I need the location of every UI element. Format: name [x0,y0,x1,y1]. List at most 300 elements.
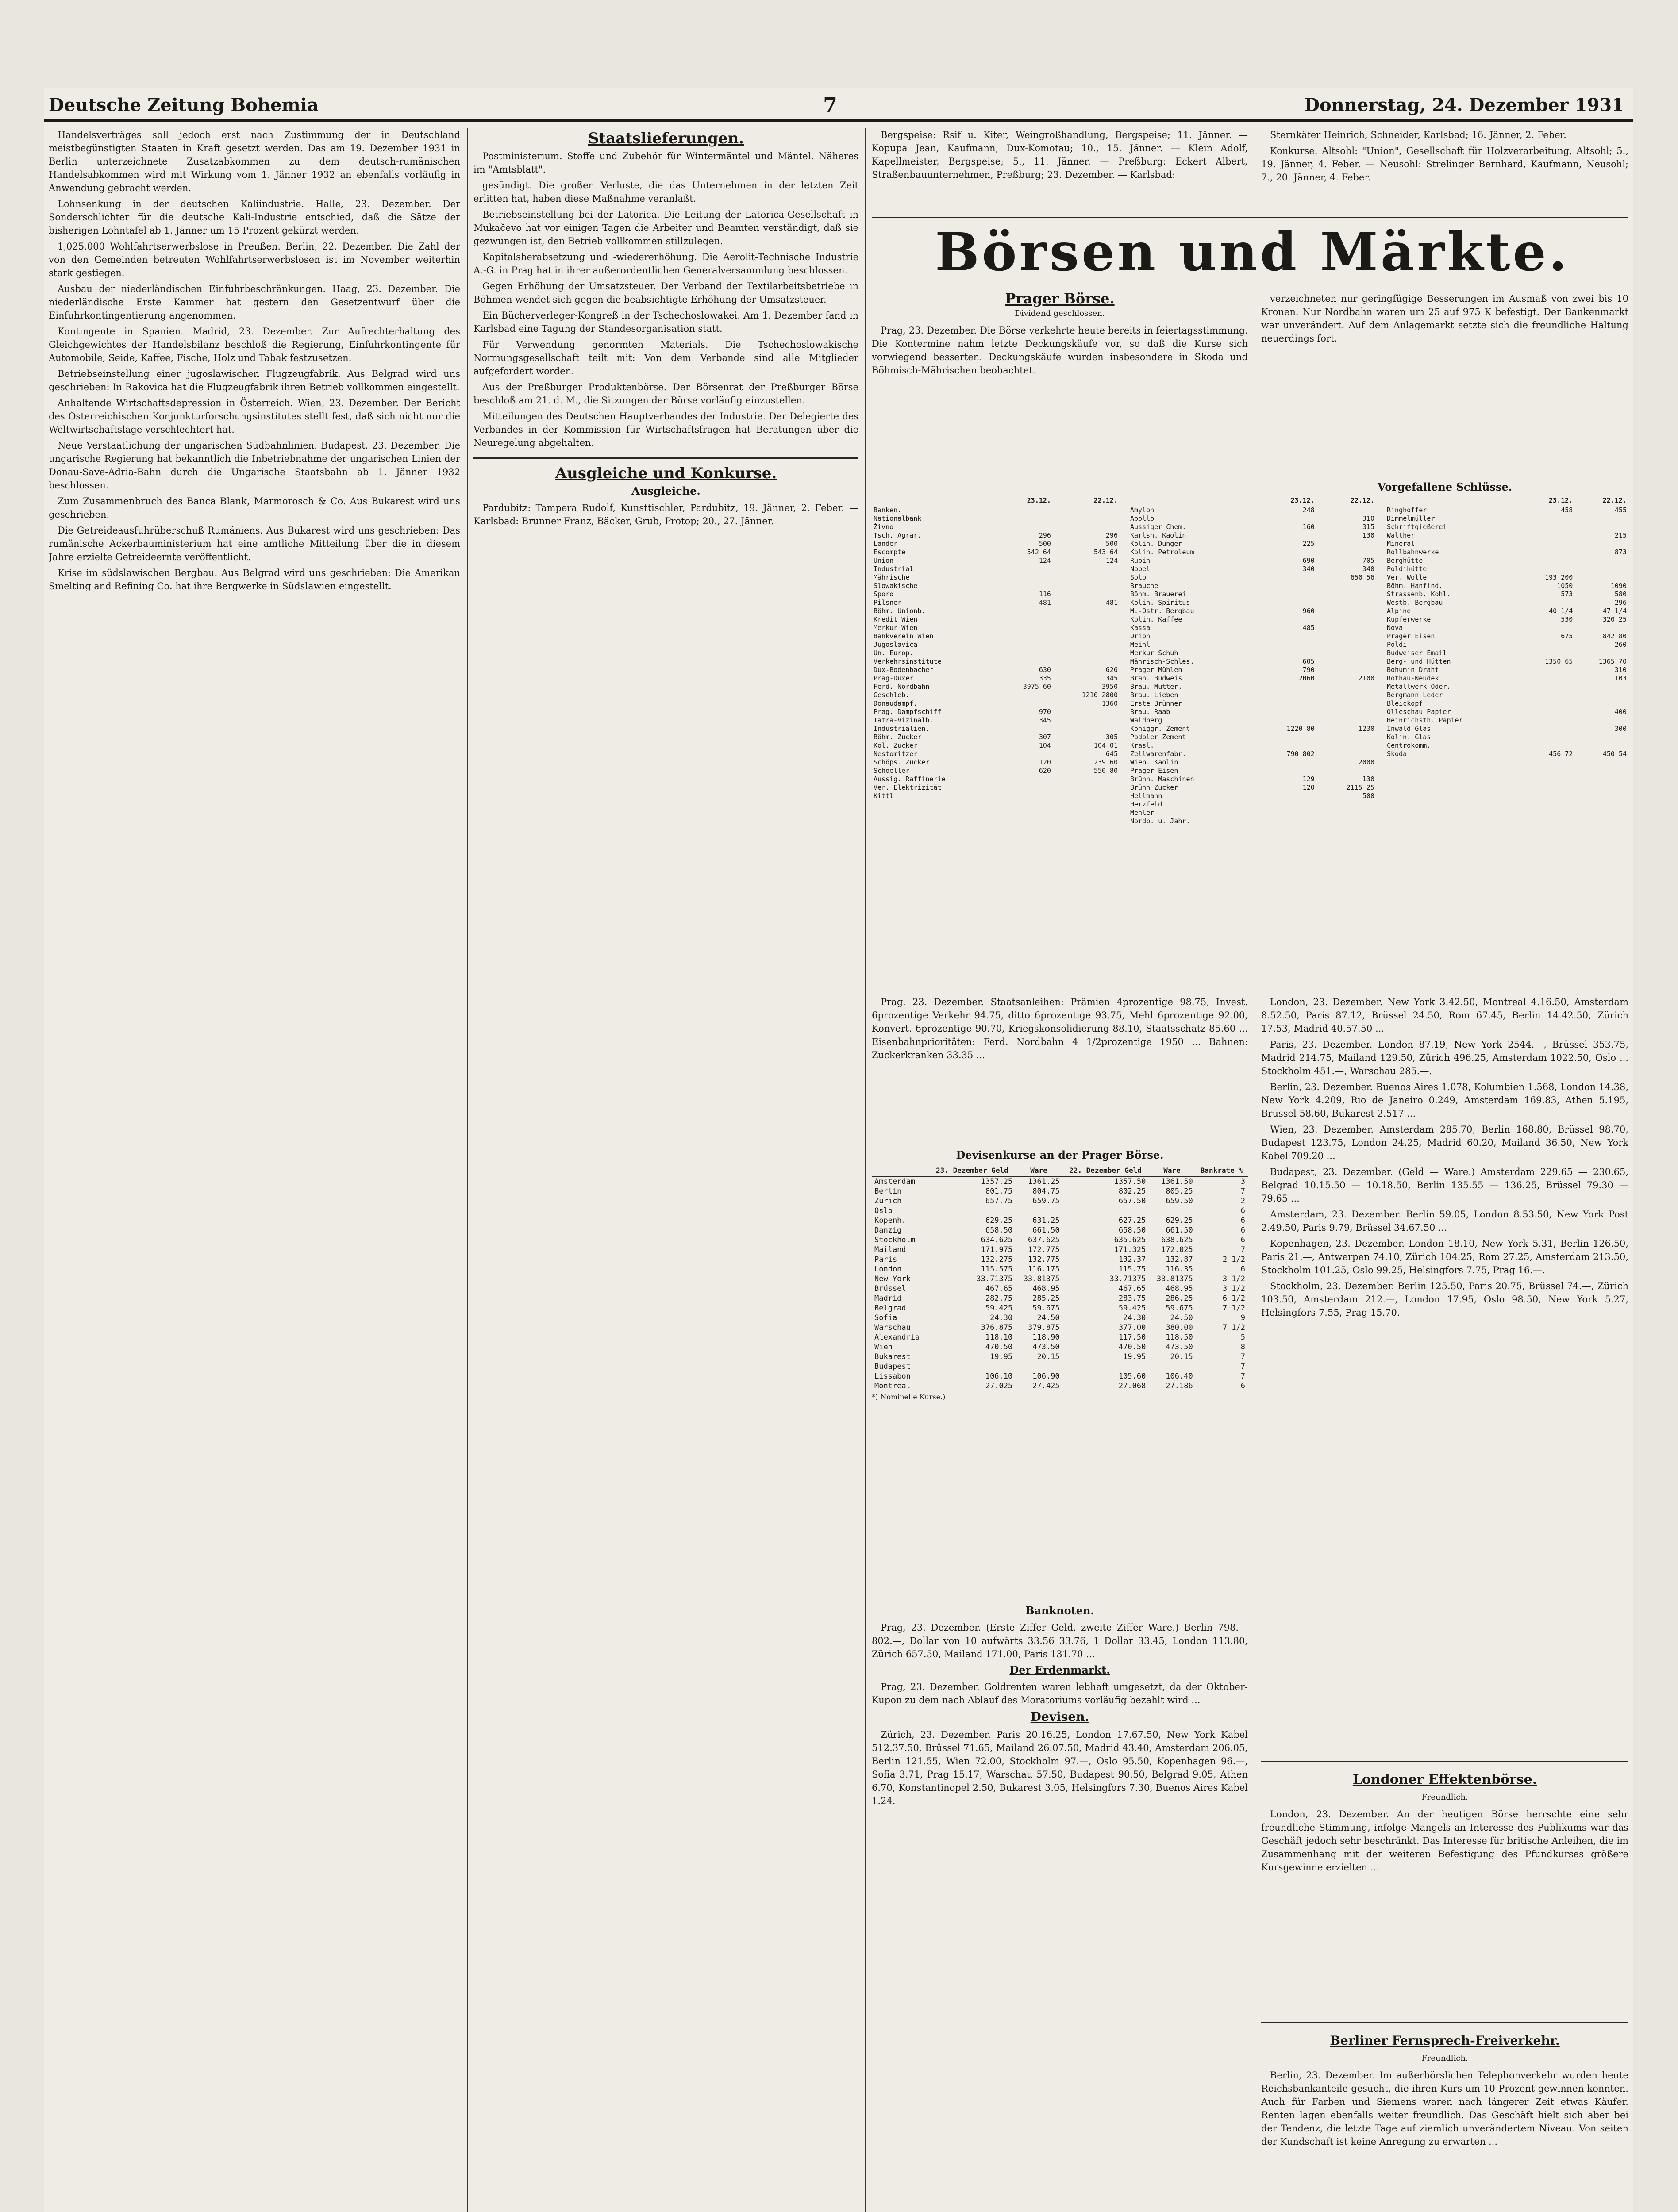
stock-price [1053,725,1120,733]
table-row [872,674,1120,683]
column-header [1385,495,1521,506]
stock-price: 675 [1561,632,1573,640]
rate-value: 9 [1240,1313,1245,1322]
column-header: 22. Dezember Geld [1062,1165,1149,1177]
column-header: 23.12. [1000,495,1053,506]
column-header: 23. Dezember Geld [929,1165,1016,1177]
stock-name: Prager Eisen [1130,767,1178,775]
rate-value: 468.95 [1166,1284,1193,1293]
berlin-heading: Berliner Fernsprech-Freiverkehr. [1330,2033,1560,2048]
rate-value: 3 [1240,1177,1245,1186]
currency-city: Alexandria [874,1333,920,1342]
stock-name: Berghütte [1387,557,1423,565]
stock-price: 1350 65 [1545,657,1573,665]
rate-value: 27.425 [1032,1382,1060,1390]
rate-value: 1357.25 [981,1177,1013,1186]
stock-table-heading: Vorgefallene Schlüsse. [1377,480,1513,493]
table-row [872,716,1120,725]
stock-price [1521,565,1575,573]
stock-name: Ringhoffer [1387,506,1427,514]
stock-price: 340 [1302,565,1315,573]
stock-price [1521,531,1575,540]
stock-price [1316,683,1376,691]
rate-value [1015,1362,1062,1371]
banknotes-section [872,1601,1248,2212]
stock-price [1053,523,1120,531]
rate-value: 172.025 [1161,1245,1193,1254]
stock-price [1257,641,1316,649]
stock-price [1316,691,1376,699]
col1-paragraph: Lohnsenkung in der deutschen Kaliindustrie. Halle, 23. Dezember. Der Sonderschlichter für die deutsche Kali-Industrie entschied, daß die Sätze der bisherigen Lohntafel ab 1. Jänner um 15 Prozent gekürzt werden. [49,199,460,236]
column-header: 22.12. [1316,495,1376,506]
rate-value: 376.875 [981,1323,1013,1332]
stock-name: Živno [874,523,894,531]
stock-price: 1360 [1101,699,1118,707]
table-row [1385,624,1628,632]
stock-price [1000,632,1053,641]
berlin-subheading: Freundlich. [1421,2054,1468,2063]
ausgleiche-heading: Ausgleiche und Konkurse. [555,465,777,482]
table-row [1385,615,1628,624]
stock-name: Bohumin Draht [1387,666,1439,674]
stock-price: 542 64 [1027,548,1051,556]
rate-value: 132.87 [1166,1255,1193,1264]
table-row [1128,615,1376,624]
stock-name: Poldi [1387,641,1407,649]
table-row [1128,590,1376,599]
stock-name: M.-Ostr. Bergbau [1130,607,1194,615]
table-row [872,599,1120,607]
stock-price: 481 [1105,599,1118,607]
column-1 [49,128,460,2212]
stock-price [1053,657,1120,666]
stock-name: Un. Europ. [874,649,914,657]
stock-price [1316,590,1376,599]
stock-price: 790 [1302,666,1315,674]
table-row [1385,649,1628,657]
rate-value: 283.75 [1118,1294,1146,1303]
table-row [1385,548,1628,557]
stock-price [1000,657,1053,666]
col1-paragraph: Handelsverträges soll jedoch erst nach Zustimmung der in Deutschland meistbegünstigten Staaten in Kraft gesetzt werden. Das am 19. Dezember 1931 in Berlin unterzeichnete Zusatzabkommen zu dem deutsch-rumänischen Handelsabkommen wird mit Wirkung vom 1. Jänner 1932 an ebenfalls vorläufig in Anwendung gebracht werden. [49,130,460,193]
intl-rates [1261,995,1628,1756]
table-row [1385,666,1628,674]
stock-name: Dimmelmüller [1387,515,1435,522]
stock-price [1521,624,1575,632]
stock-name: Jugoslavica [874,641,918,649]
table-row [1128,750,1376,758]
stock-name: Pilsner [874,599,902,607]
fx-heading: Devisenkurse an der Prager Börse. [956,1148,1164,1161]
table-row [872,1352,1248,1362]
rate-value: 59.425 [985,1304,1013,1313]
col4_top-paragraph: Konkurse. Altsohl: "Union", Gesellschaft für Holzverarbeitung, Altsohl; 5., 19. Jänner, 4. Feber. — Neusohl: Strelinger Bernhard, Kaufmann, Neusohl; 7., 20. Jänner, 4. Feber. [1261,146,1628,183]
stock-price: 103 [1614,674,1627,682]
rate-value: 116.175 [1028,1265,1060,1274]
stock-name: Bleickopf [1387,699,1423,707]
rate-value: 106.40 [1166,1372,1193,1381]
rate-value: 661.50 [1166,1226,1193,1235]
stock-price [1053,708,1120,716]
stock-name: Kupferwerke [1387,615,1431,623]
stock-name: Prager Mühlen [1130,666,1182,674]
stock-price [1000,725,1053,733]
rate-value: 638.625 [1161,1236,1193,1244]
currency-city: Danzig [874,1226,902,1235]
stock-price: 481 [1039,599,1051,607]
stock-price: 620 [1039,767,1051,775]
table-row [1128,515,1376,523]
stock-price: 458 [1561,506,1573,514]
stock-name: Olleschau Papier [1387,708,1451,716]
stock-price [1316,548,1376,557]
stock-table-banks [872,495,1120,800]
stock-name: Prager Eisen [1387,632,1435,640]
stock-name: Skoda [1387,750,1407,758]
currency-city: Berlin [874,1187,902,1196]
rate-value: 24.50 [1170,1313,1193,1322]
masthead [44,88,1633,122]
stock-table-heavy [1385,495,1628,758]
rate-value: 132.775 [1028,1255,1060,1264]
col1-paragraph: Die Getreideausfuhrüberschuß Rumäniens. Aus Bukarest wird uns geschrieben: Das rumänische Ackerbauministerium hat eine amtliche Mitteilung über die in diesem Jahre erzielte Getreideernte veröffentlicht. [49,525,460,562]
stock-price: 40 1/4 [1549,607,1573,615]
table-row [1128,783,1376,792]
stock-price [1316,800,1376,809]
stock-name: Hellmann [1130,792,1162,800]
rate-value: 117.50 [1118,1333,1146,1342]
fx-table [872,1165,1248,1391]
rate-value: 661.50 [1032,1226,1060,1235]
stock-name: Brau. Mutter. [1130,683,1182,691]
col1-paragraph: Krise im südslawischen Bergbau. Aus Belgrad wird uns geschrieben: Die Amerikan Smelting and Refining Co. hat ihre Bergwerke in Südslawien eingestellt. [49,568,460,591]
stock-name: Kolin. Dünger [1130,540,1182,548]
stock-price [1521,674,1575,683]
stock-name: Westb. Bergbau [1387,599,1443,607]
rate-value: 171.975 [981,1245,1013,1254]
rate-value: 7 1/2 [1222,1304,1245,1313]
stock-price [1257,767,1316,775]
rate-value: 282.75 [985,1294,1013,1303]
rate-value: 33.71375 [1109,1275,1146,1283]
stock-price [1000,641,1053,649]
stock-price [1521,523,1575,531]
rate-value: 6 [1240,1216,1245,1225]
stock-price: 310 [1362,515,1374,522]
section-divider [1261,2022,1628,2023]
table-row [1128,775,1376,783]
column-header: Ware [1148,1165,1195,1177]
table-row [872,1303,1248,1313]
stock-price [1257,691,1316,699]
stock-price [1316,615,1376,624]
col1-paragraph: Betriebseinstellung einer jugoslawischen Flugzeugfabrik. Aus Belgrad wird uns geschrieben: In Rakovica hat die Flugzeugfabrik ihren Betrieb vollkommen eingestellt. [49,369,460,392]
rate-value: 473.50 [1032,1343,1060,1352]
stock-name: Industrial [874,565,914,573]
stock-price [1521,557,1575,565]
stock-price: 790 802 [1286,750,1315,758]
col2-paragraph: Gegen Erhöhung der Umsatzsteuer. Der Verband der Textilarbeitsbetriebe in Böhmen wendet sich gegen die beabsichtigte Erhöhung der Umsatzsteuer. [473,281,858,305]
stock-price [1316,750,1376,758]
stock-price [1257,792,1316,800]
stock-name: Ver. Wolle [1387,573,1427,581]
stock-name: Walther [1387,531,1415,539]
stock-price [1257,708,1316,716]
stock-price [1257,615,1316,624]
stock-name: Brünn Zucker [1130,783,1178,791]
rate-value: 7 [1240,1187,1245,1196]
table-row [1128,716,1376,725]
rate-value: 804.75 [1032,1187,1060,1196]
col2-paragraph: Kapitalsherabsetzung und -wiedererhöhung. Die Aerolit-Technische Industrie A.-G. in Prag hat in ihrer außerordentlichen Generalversammlung beschlossen. [473,252,858,276]
stock-price: 455 [1614,506,1627,514]
rate-value: 24.30 [990,1313,1013,1322]
table-row [872,1362,1248,1371]
stock-name: Kol. Zucker [874,741,918,749]
stock-price: 2060 [1298,674,1315,682]
stock-price [1000,565,1053,573]
stock-price: 3975 60 [1023,683,1051,691]
table-row [872,523,1120,531]
stock-price: 500 [1039,540,1051,548]
table-row [1128,767,1376,775]
table-row [872,1264,1248,1274]
stock-price: 160 [1302,523,1315,531]
table-row [872,641,1120,649]
table-row [1385,741,1628,750]
col1-paragraph: Anhaltende Wirtschaftsdepression in Österreich. Wien, 23. Dezember. Der Bericht des Österreichischen Konjunkturforschungsinstitutes stellt fest, daß sich nicht nur die Weltwirtschaftslage verschlechtert hat. [49,398,460,435]
currency-city: Bukarest [874,1352,911,1361]
table-row [872,515,1120,523]
stock-price [1316,657,1376,666]
stock-price: 485 [1302,624,1315,632]
precious-metal-text: Prag, 23. Dezember. Goldrenten waren lebhaft umgesetzt, da der Oktober-Kupon zu dem nach Ablauf des Moratoriums vorläufig bezahlt wird ... [872,1682,1248,1705]
table-row [872,531,1120,540]
stock-name: Strassenb. Kohl. [1387,590,1451,598]
table-row [1128,741,1376,750]
banknotes-heading: Banknoten. [1025,1604,1094,1617]
table-row [1385,725,1628,733]
col1-paragraph: 1,025.000 Wohlfahrtserwerbslose in Preußen. Berlin, 22. Dezember. Die Zahl der von den Gemeinden betreuten Wohlfahrtserwerbslosen ist im November weiterhin stark gestiegen. [49,241,460,278]
column-header [1128,495,1257,506]
intl-stockholm: Stockholm, 23. Dezember. Berlin 125.50, Paris 20.75, Brüssel 74.—, Zürich 103.50, Amsterdam 212.—, London 17.95, Oslo 98.50, New York 5.27, Helsingfors 7.55, Prag 15.70. [1261,1281,1628,1318]
stock-price [1257,515,1316,523]
stock-price [1521,733,1575,741]
stock-name: Nestomitzer [874,750,918,758]
stock-price: 120 [1302,783,1315,791]
rate-value: 20.15 [1037,1352,1060,1361]
stock-price [1000,783,1053,792]
stock-name: Brau. Lieben [1130,691,1178,699]
stock-price: 129 [1302,775,1315,783]
rate-value: 473.50 [1166,1343,1193,1352]
stock-name: Schriftgießerei [1387,523,1447,531]
stock-name: Prag. Dampfschiff [874,708,942,716]
stock-price [1574,515,1628,523]
stock-price [1521,548,1575,557]
stock-price [1257,599,1316,607]
rate-value: 115.75 [1118,1265,1146,1274]
stock-price: 104 01 [1093,741,1118,749]
table-row [872,758,1120,767]
prague-report-2: verzeichneten nur geringfügige Besserungen im Ausmaß von zwei bis 10 Kronen. Nur Nordbahn waren um 25 auf 975 K befestigt. Der Bankenmarkt war unverändert. Auf dem Anlagemarkt setzte sich die freundliche Haltung neuerdings fort. [1261,293,1628,344]
stock-name: Mineral [1387,540,1415,548]
stock-name: Böhm. Brauerei [1130,590,1186,598]
currency-city: Belgrad [874,1304,906,1313]
rate-value: 631.25 [1032,1216,1060,1225]
intl-budapest: Budapest, 23. Dezember. (Geld — Ware.) Amsterdam 229.65 — 230.65, Belgrad 10.15.50 — 10.18.50, Berlin 135.55 — 136.25, Brüssel 79.30 — 79.65 ... [1261,1167,1628,1204]
stock-price [1316,641,1376,649]
table-row [1385,540,1628,548]
banknotes-text: Prag, 23. Dezember. (Erste Ziffer Geld, zweite Ziffer Ware.) Berlin 798.— 802.—, Dollar von 10 aufwärts 33.56 33.76, 1 Dollar 33.45, London 113.80, Zürich 657.50, Mailand 171.00, Paris 131.70 ... [872,1622,1248,1659]
rate-value: 801.75 [985,1187,1013,1196]
col2-paragraph: Mitteilungen des Deutschen Hauptverbandes der Industrie. Der Delegierte des Verbandes in der Kommission für Wirtschaftsfragen hat Beratungen über die Neuregelung abgehalten. [473,411,858,448]
stock-name: Banken. [874,506,902,514]
col2-paragraph: Betriebseinstellung bei der Latorica. Die Leitung der Latorica-Gesellschaft in Mukačevo hat vor einigen Tagen die Arbeiter und Beamten verständigt, daß sie gezwungen ist, den Betrieb vollkommen stillzulegen. [473,209,858,246]
table-row [1128,641,1376,649]
table-row [872,1313,1248,1323]
stock-name: Sporo [874,590,894,598]
stock-name: Alpine [1387,607,1411,615]
stock-price: 550 80 [1093,767,1118,775]
stock-name: Tsch. Agrar. [874,531,922,539]
devisen-heading: Devisen. [1030,1709,1089,1724]
table-row [1128,699,1376,708]
stock-name: Nationalbank [874,515,922,522]
stock-price [1257,809,1316,817]
stock-price: 47 1/4 [1602,607,1627,615]
rate-value: 27.025 [985,1382,1013,1390]
stock-price: 705 [1362,557,1374,565]
stock-name: Mährische [874,573,910,581]
stock-name: Kittl [874,792,894,800]
table-row [1385,531,1628,540]
stock-name: Meinl [1130,641,1151,649]
stock-price [1521,515,1575,523]
stock-price [1521,741,1575,750]
stock-price [1053,632,1120,641]
col2-paragraph: Aus der Preßburger Produktenbörse. Der Börsenrat der Preßburger Börse beschloß am 21. d. M., die Sitzungen der Börse vorläufig einzustellen. [473,382,858,406]
table-row [1128,657,1376,666]
currency-city: Brüssel [874,1284,906,1293]
table-row [1385,607,1628,615]
stock-price [1521,708,1575,716]
rate-value: 1357.50 [1114,1177,1146,1186]
stock-name: Donaudampf. [874,699,918,707]
rate-value: 377.00 [1118,1323,1146,1332]
stock-name: Wieb. Kaolin [1130,758,1178,766]
rate-value: 59.425 [1118,1304,1146,1313]
col2-paragraph: Ein Bücherverleger-Kongreß in der Tschechoslowakei. Am 1. Dezember fand in Karlsbad eine Tagung der Standesorganisation statt. [473,310,858,334]
table-row [1385,708,1628,716]
stock-price: 307 [1039,733,1051,741]
stock-price: 320 25 [1602,615,1627,623]
table-row [1128,557,1376,565]
stock-price [1521,716,1575,725]
stock-price [1257,817,1316,826]
stock-price [1521,699,1575,708]
table-row [872,649,1120,657]
table-row [1128,800,1376,809]
stock-price: 645 [1105,750,1118,758]
stock-name: Poldihütte [1387,565,1427,573]
stock-price: 124 [1039,557,1051,565]
stock-price [1257,741,1316,750]
rate-value: 33.81375 [1156,1275,1193,1283]
rate-value: 171.325 [1114,1245,1146,1254]
stock-price: 340 [1362,565,1374,573]
stock-name: Karlsh. Kaolin [1130,531,1186,539]
table-row [1128,548,1376,557]
stock-name: Waldberg [1130,716,1162,724]
table-row [1385,699,1628,708]
stock-price: 543 64 [1093,548,1118,556]
stock-name: Podoler Zement [1130,733,1186,741]
table-row [1128,691,1376,699]
stock-name: Inwald Glas [1387,725,1431,733]
table-row [872,632,1120,641]
stock-price: 2100 [1358,674,1374,682]
rate-value: 172.775 [1028,1245,1060,1254]
table-row [1128,649,1376,657]
stock-name: Apollo [1130,515,1155,522]
stock-name: Mehler [1130,809,1155,817]
stock-name: Dux-Bodenbacher [874,666,934,674]
currency-city: Warschau [874,1323,911,1332]
stock-price [1574,540,1628,548]
stock-price [1316,632,1376,641]
rate-value: 7 [1240,1352,1245,1361]
stock-name: Schöps. Zucker [874,758,930,766]
table-row [872,1284,1248,1294]
stock-price [1000,615,1053,624]
stock-price: 345 [1039,716,1051,724]
stock-price [1053,624,1120,632]
column-header: 23.12. [1521,495,1575,506]
table-row [1128,523,1376,531]
rate-value: 1361.50 [1161,1177,1193,1186]
rate-value: 118.50 [1166,1333,1193,1342]
stock-price [1316,817,1376,826]
stock-price [1574,565,1628,573]
stock-price: 1210 2800 [1081,691,1118,699]
table-row [1128,624,1376,632]
rate-value: 59.675 [1166,1304,1193,1313]
currency-city: Mailand [874,1245,906,1254]
stock-name: Nobel [1130,565,1151,573]
stock-name: Kolin. Petroleum [1130,548,1194,556]
stock-price: 690 [1302,557,1315,565]
table-row [1385,641,1628,649]
stock-price [1000,506,1053,515]
ausgleiche-text: Pardubitz: Tampera Rudolf, Kunsttischler, Pardubitz, 19. Jänner, 2. Feber. — Karlsbad: Brunner Franz, Bäcker, Grub, Protop; 20., 27. Jänner. [473,503,858,526]
rate-value: 5 [1240,1333,1245,1342]
state-loans-text: Prag, 23. Dezember. Staatsanleihen: Prämien 4prozentige 98.75, Invest. 6prozentige Verkehr 94.75, ditto 6prozentige 93.75, Mehl 6prozentige 92.00, Konvert. 6prozentige 90.70, Kriegskonsolidierung 88.10, Staatsschatz 85.60 ... Eisenbahnprioritäten: Ferd. Nordbahn 4 1/2prozentige 1950 ... Bahnen: Zuckerkranken 33.35 ... [872,997,1248,1060]
stock-name: Kolin. Glas [1387,733,1431,741]
table-row [872,792,1120,800]
stock-price [1053,716,1120,725]
table-row [872,540,1120,548]
column-rule [467,128,468,2212]
stock-price: 296 [1105,531,1118,539]
stock-name: Slowakische [874,582,918,590]
stock-name: Nordb. u. Jahr. [1130,817,1190,825]
stock-price: 3950 [1101,683,1118,691]
stock-name: Mährisch-Schles. [1130,657,1194,665]
stock-price: 335 [1039,674,1051,682]
stock-price [1053,582,1120,590]
stock-price [1000,649,1053,657]
